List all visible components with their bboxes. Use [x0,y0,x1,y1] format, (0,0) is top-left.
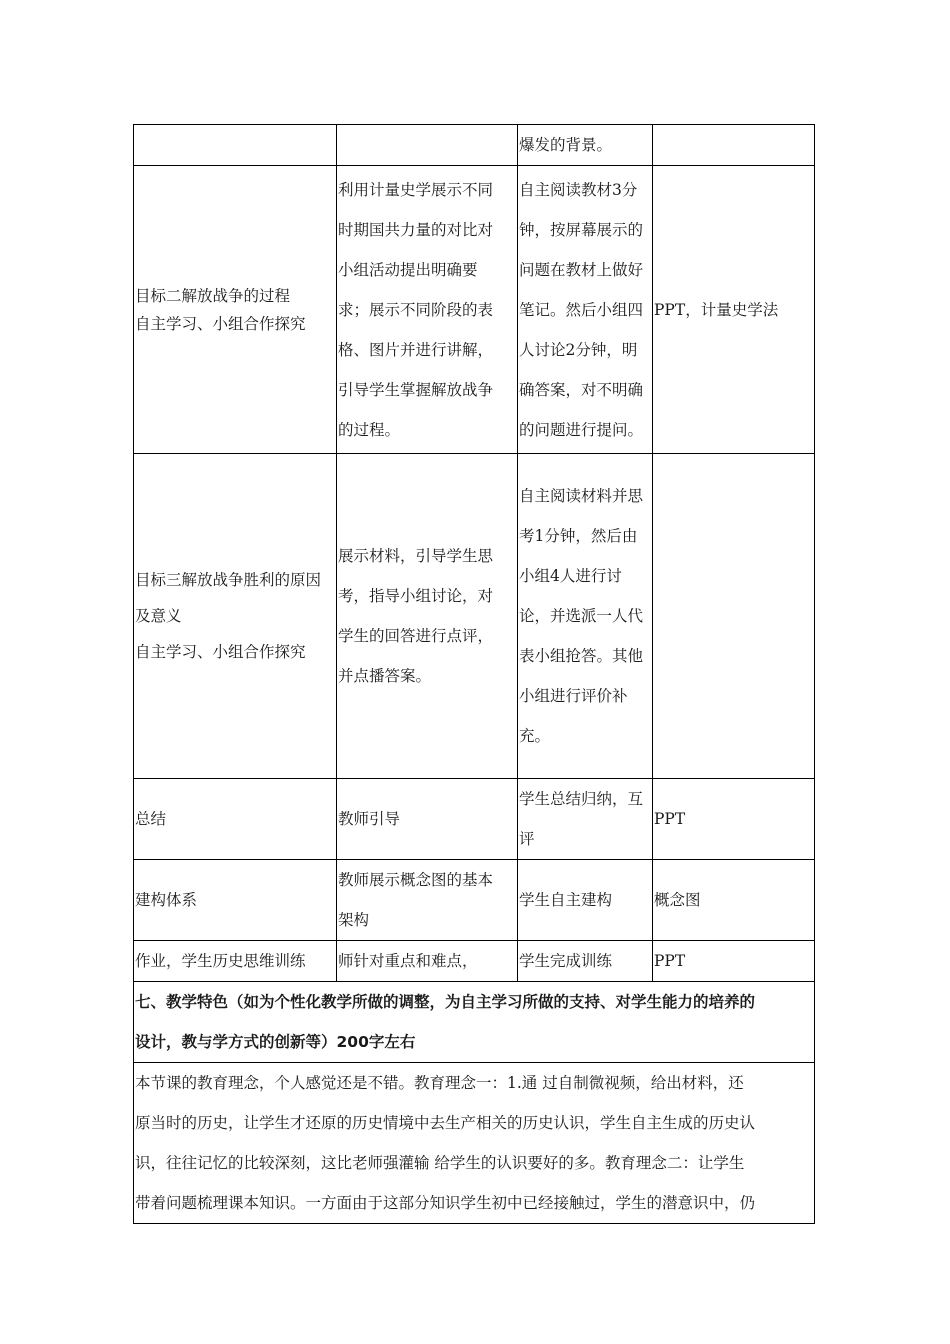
section-body [134,1063,815,1224]
body-line: 原当时的历史，让学生才还原的历史情境中去生产相关的历史认识，学生自主生成的历史认 [135,1114,756,1132]
cell-text: 考1分钟，然后由 [519,527,638,545]
cell-text: 评 [519,830,535,848]
table-cell [134,166,337,454]
lesson-plan-table [133,124,815,1224]
table-cell [337,941,518,982]
table-cell [134,860,337,941]
table-cell [337,166,518,454]
cell-text: 人讨论2分钟，明 [519,340,638,359]
section-body-row [134,1063,815,1224]
cell-text: 及意义 [135,607,182,625]
cell-text: 自主阅读教材3分 [519,180,638,199]
table-cell [518,125,653,166]
table-row [134,779,815,860]
cell-text: 格、图片并进行讲解， [338,340,494,359]
cell-text: 建构体系 [135,891,198,909]
cell-text: 时期国共力量的对比对 [338,220,494,239]
table-row [134,860,815,941]
table-row [134,125,815,166]
cell-text: 作业，学生历史思维训练 [135,952,306,970]
body-line: 带着问题梳理课本知识。一方面由于这部分知识学生初中已经接触过，学生的潜意识中，仍 [135,1194,756,1212]
cell-text: 学生完成训练 [519,952,613,970]
table-cell [337,125,518,166]
table-cell [337,454,518,779]
cell-text: 总结 [135,810,167,828]
table-row [134,454,815,779]
table-row [134,166,815,454]
cell-text: 概念图 [654,891,701,909]
table-cell [518,454,653,779]
table-cell [518,941,653,982]
cell-text: 小组进行评价补 [519,687,628,705]
cell-text: 自主学习、小组合作探究 [135,643,306,661]
cell-text: 自主学习、小组合作探究 [135,314,306,333]
cell-text: 表小组抢答。其他 [519,647,644,665]
table-cell [653,779,815,860]
cell-text: 目标三解放战争胜利的原因 [135,571,322,589]
table-cell [134,779,337,860]
cell-text: 小组活动提出明确要 [338,260,478,279]
body-line: 本节课的教育理念，个人感觉还是不错。教育理念一：1.通 过自制微视频，给出材料，还 [135,1074,744,1092]
cell-text: 爆发的背景。 [519,136,613,154]
cell-text: 教师展示概念图的基本 [338,871,494,889]
table-cell [134,941,337,982]
cell-text: 小组4人进行讨 [519,567,622,585]
table-cell [134,125,337,166]
cell-text: 引导学生掌握解放战争 [338,380,494,399]
table-cell [337,860,518,941]
cell-text: 问题在教材上做好 [519,260,644,279]
cell-text: 并点播答案。 [338,667,432,685]
cell-text: 的过程。 [338,420,401,439]
cell-text: 目标二解放战争的过程 [135,286,291,305]
cell-text: 展示材料，引导学生思 [338,547,494,565]
table-cell [518,860,653,941]
section-heading-line: 七、教学特色（如为个性化教学所做的调整，为自主学习所做的支持、对学生能力的培养的 [135,993,756,1011]
section-heading-row [134,982,815,1063]
cell-text: 笔记。然后小组四 [519,300,644,319]
cell-text: 求；展示不同阶段的表 [338,300,494,319]
cell-text: 考，指导小组讨论，对 [338,587,494,605]
cell-text: 确答案，对不明确 [519,380,644,399]
cell-text: 师针对重点和难点， [338,952,478,970]
table-cell [653,125,815,166]
cell-text: 利用计量史学展示不同 [338,180,494,199]
table-cell [653,860,815,941]
cell-text: 教师引导 [338,810,401,828]
cell-text: PPT [654,810,686,828]
cell-text: PPT [654,952,686,970]
table-cell [518,779,653,860]
cell-text: 自主阅读材料并思 [519,487,644,505]
cell-text: PPT，计量史学法 [654,300,779,319]
table-cell [134,454,337,779]
cell-text: 架构 [338,911,370,929]
table-cell [653,166,815,454]
cell-text: 论，并选派一人代 [519,607,644,625]
table-cell [653,454,815,779]
cell-text: 学生自主建构 [519,891,613,909]
table-row [134,941,815,982]
table-cell [337,779,518,860]
cell-text: 钟，按屏幕展示的 [519,220,644,239]
body-line: 识，往往记忆的比较深刻，这比老师强灌输 给学生的认识要好的多。教育理念二：让学生 [135,1154,745,1172]
cell-text: 充。 [519,727,551,745]
section-heading-line: 设计，教与学方式的创新等）200字左右 [135,1033,416,1051]
section-heading [134,982,815,1063]
cell-text: 的问题进行提问。 [519,420,644,439]
table-cell [518,166,653,454]
table-cell [653,941,815,982]
cell-text: 学生的回答进行点评， [338,627,494,645]
cell-text: 学生总结归纳，互 [519,790,644,808]
